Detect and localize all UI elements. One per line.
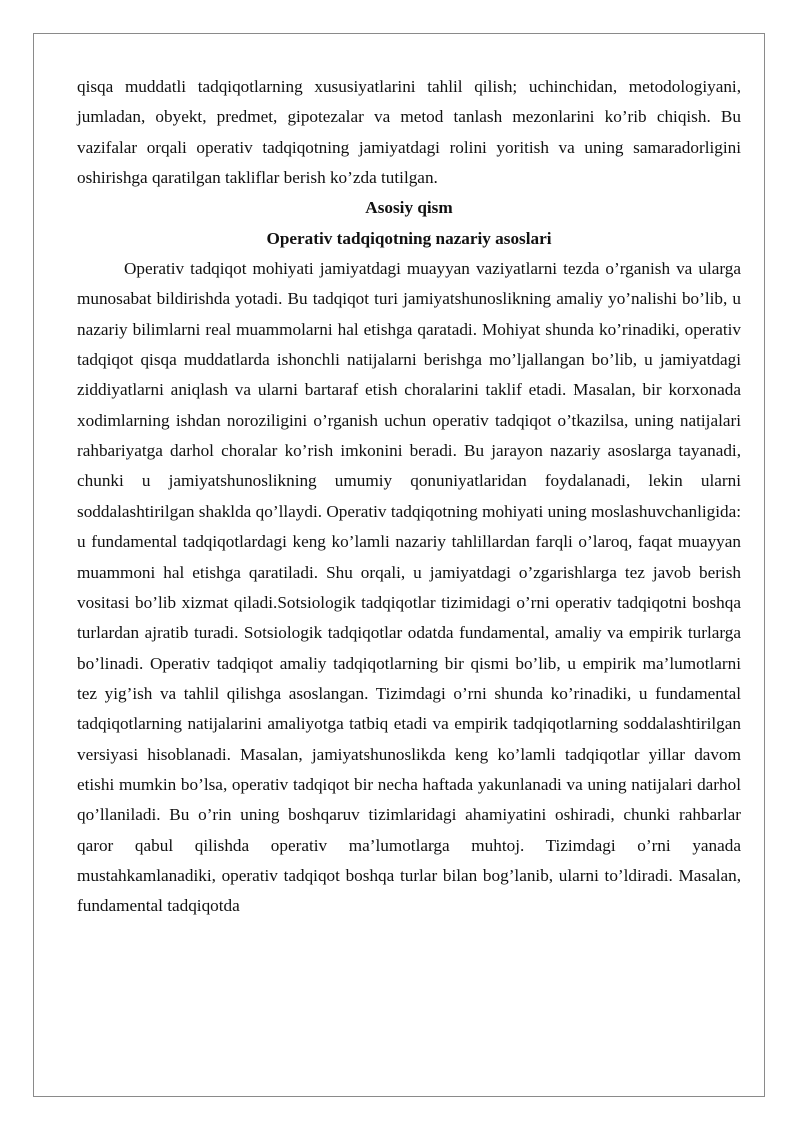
body-paragraph: Operativ tadqiqot mohiyati jamiyatdagi muayyan vaziyatlarni tezda o’rganish va ularga munosabat bildirishda yotadi. Bu tadqiqot turi jamiyatshunoslikning amaliy yo’nalishi bo’lib, u nazariy bilimlarni real muammolarni hal etishga qaratadi. Mohiyat shunda ko’rinadiki, operativ tadqiqot qisqa muddatlarda ishonchli natijalarni berishga mo’ljallangan bo’lib, u jamiyatdagi ziddiyatlarni aniqlash va ularni bartaraf etish choralarini taklif etadi. Masalan, bir korxonada xodimlarning ishdan noroziligini o’rganish uchun operativ tadqiqot o’tkazilsa, uning natijalari rahbariyatga darhol choralar ko’rish imkonini beradi. Bu jarayon nazariy asoslarga tayanadi, chunki u jamiyatshunoslikning umumiy qonuniyatlaridan foydalanadi, lekin ularni soddalashtirilgan shaklda qo’llaydi. Operativ tadqiqotning mohiyati uning moslashuvchanligida: u fundamental tadqiqotlardagi keng ko’lamli nazariy tahlillardan farqli o’laroq, faqat muayyan muammoni hal etishga qaratiladi. Shu orqali, u jamiyatdagi o’zgarishlarga tez javob berish vositasi bo’lib xizmat qiladi.Sotsiologik tadqiqotlar tizimidagi o’rni operativ tadqiqotni boshqa turlardan ajratib turadi. Sotsiologik tadqiqotlar odatda fundamental, amaliy va empirik turlarga bo’linadi. Operativ tadqiqot amaliy tadqiqotlarning bir qismi bo’lib, u empirik ma’lumotlarni tez yig’ish va tahlil qilishga asoslangan. Tizimdagi o’rni shunda ko’rinadiki, u fundamental tadqiqotlarning natijalarini amaliyotga tatbiq etadi va empirik tadqiqotlarning soddalashtirilgan versiyasi hisoblanadi. Masalan, jamiyatshunoslikda keng ko’lamli tadqiqotlar yillar davom etishi mumkin bo’lsa, operativ tadqiqot bir necha haftada yakunlanadi va uning natijalari darhol qo’llaniladi. Bu o’rin uning boshqaruv tizimlaridagi ahamiyatini oshiradi, chunki rahbarlar qaror qabul qilishda operativ ma’lumotlarga muhtoj. Tizimdagi o’rni yanada mustahkamlanadiki, operativ tadqiqot boshqa turlar bilan bog’lanib, ularni to’ldiradi. Masalan, fundamental tadqiqotda [77,259,741,916]
section-heading: Asosiy qism [365,198,453,218]
intro-paragraph: qisqa muddatli tadqiqotlarning xususiyatlarini tahlil qilish; uchinchidan, metodologiyani, jumladan, obyekt, predmet, gipotezalar va metod tanlash mezonlarini ko’rib chiqish. Bu vazifalar orqali operativ tadqiqotning jamiyatdagi rolini yoritish va uning samaradorligini oshirishga qaratilgan takliflar berish ko’zda tutilgan. [77,77,741,188]
page-content [77,72,741,922]
subsection-heading: Operativ tadqiqotning nazariy asoslari [266,228,552,248]
